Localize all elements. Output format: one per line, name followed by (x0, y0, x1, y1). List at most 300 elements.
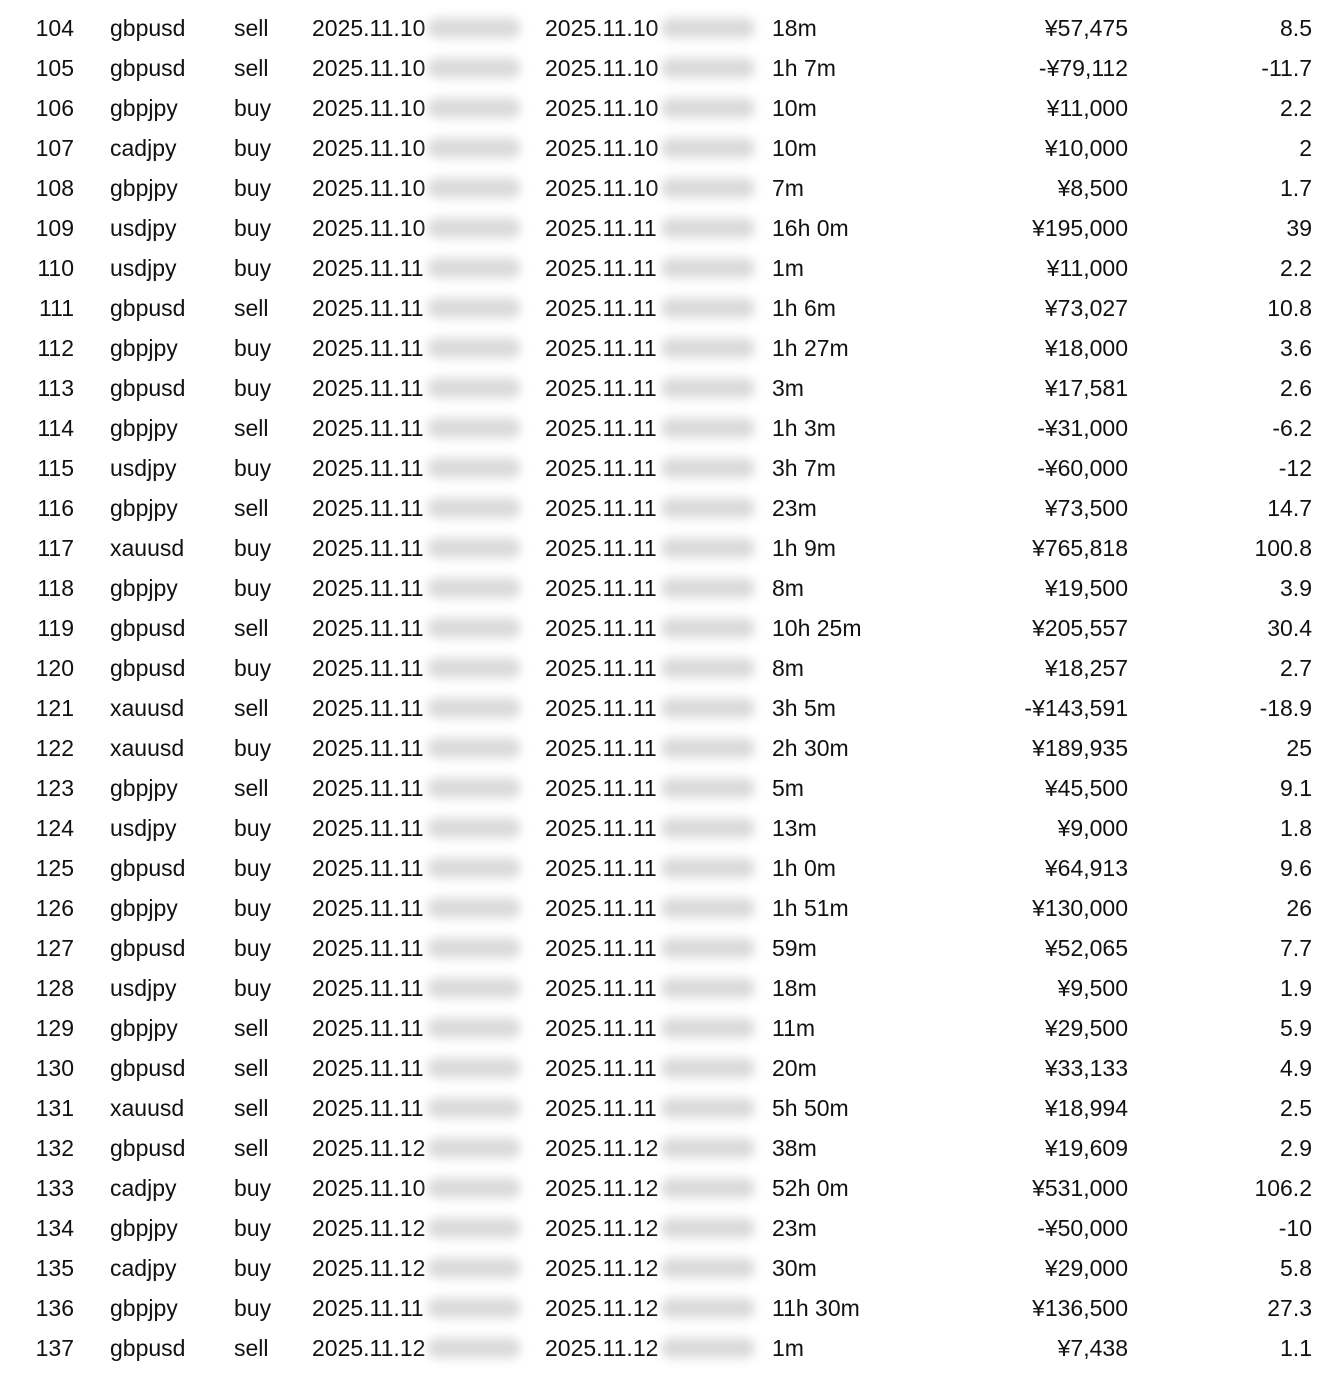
close-date: 2025.11.10 (545, 15, 659, 41)
open-date: 2025.11.10 (312, 15, 426, 41)
table-row (0, 1288, 1322, 1328)
close-date: 2025.11.11 (545, 1015, 657, 1041)
table-row (0, 1208, 1322, 1248)
trade-side: sell (234, 1015, 269, 1041)
redacted-open-time (428, 1218, 520, 1238)
profit-loss: ¥29,500 (1044, 1015, 1128, 1041)
trade-number: 117 (37, 535, 74, 561)
currency-pair: gbpjpy (110, 1295, 178, 1321)
close-date: 2025.11.11 (545, 1055, 657, 1081)
profit-loss: ¥136,500 (1032, 1295, 1128, 1321)
table-row (0, 208, 1322, 248)
currency-pair: gbpjpy (110, 1215, 178, 1241)
close-date: 2025.11.11 (545, 615, 657, 641)
close-date: 2025.11.11 (545, 655, 657, 681)
close-date: 2025.11.11 (545, 295, 657, 321)
trade-number: 128 (35, 975, 74, 1001)
table-row (0, 1048, 1322, 1088)
redacted-close-time (662, 378, 754, 398)
open-date: 2025.11.11 (312, 1095, 424, 1121)
table-row (0, 408, 1322, 448)
trade-side: buy (234, 1175, 272, 1201)
redacted-open-time (428, 978, 520, 998)
trade-duration: 16h 0m (772, 215, 849, 241)
trade-number: 124 (35, 815, 74, 841)
open-date: 2025.11.12 (312, 1335, 426, 1361)
profit-loss: ¥17,581 (1044, 375, 1128, 401)
open-date: 2025.11.11 (312, 495, 424, 521)
trade-number: 107 (35, 135, 74, 161)
trade-side: buy (234, 135, 272, 161)
open-date: 2025.11.11 (312, 895, 424, 921)
table-row (0, 448, 1322, 488)
table-row (0, 928, 1322, 968)
redacted-open-time (428, 418, 520, 438)
currency-pair: cadjpy (110, 1175, 177, 1201)
close-date: 2025.11.11 (545, 375, 657, 401)
trade-duration: 11h 30m (772, 1295, 860, 1321)
trade-number: 105 (35, 55, 74, 81)
pips-value: 3.9 (1280, 575, 1312, 601)
trade-number: 116 (37, 495, 74, 521)
profit-loss: ¥52,065 (1044, 935, 1128, 961)
trade-duration: 23m (772, 1215, 817, 1241)
redacted-open-time (428, 298, 520, 318)
trade-number: 130 (35, 1055, 74, 1081)
trade-duration: 1h 6m (772, 295, 836, 321)
currency-pair: gbpusd (110, 375, 186, 401)
close-date: 2025.11.11 (545, 215, 657, 241)
close-date: 2025.11.11 (545, 935, 657, 961)
pips-value: 27.3 (1267, 1295, 1312, 1321)
trade-number: 136 (35, 1295, 74, 1321)
redacted-open-time (428, 858, 520, 878)
redacted-close-time (662, 58, 754, 78)
profit-loss: ¥19,500 (1044, 575, 1128, 601)
trade-duration: 59m (772, 935, 817, 961)
trade-side: sell (234, 1055, 269, 1081)
table-row (0, 568, 1322, 608)
open-date: 2025.11.10 (312, 95, 426, 121)
open-date: 2025.11.11 (312, 735, 424, 761)
trade-duration: 10m (772, 135, 817, 161)
currency-pair: cadjpy (110, 1255, 177, 1281)
close-date: 2025.11.12 (545, 1175, 659, 1201)
pips-value: 30.4 (1267, 615, 1312, 641)
profit-loss: -¥143,591 (1024, 695, 1128, 721)
profit-loss: ¥73,500 (1044, 495, 1128, 521)
table-row (0, 608, 1322, 648)
trade-side: sell (234, 775, 269, 801)
close-date: 2025.11.11 (545, 335, 657, 361)
trade-number: 121 (35, 695, 74, 721)
table-row (0, 288, 1322, 328)
currency-pair: xauusd (110, 695, 185, 721)
profit-loss: ¥64,913 (1044, 855, 1128, 881)
open-date: 2025.11.11 (312, 615, 424, 641)
open-date: 2025.11.11 (312, 375, 424, 401)
trade-number: 115 (37, 455, 74, 481)
currency-pair: gbpusd (110, 655, 186, 681)
trade-number: 120 (35, 655, 74, 681)
trade-duration: 18m (772, 15, 817, 41)
redacted-open-time (428, 1258, 520, 1278)
trade-number: 123 (35, 775, 74, 801)
profit-loss: ¥29,000 (1044, 1255, 1128, 1281)
trade-side: buy (234, 455, 272, 481)
redacted-open-time (428, 1138, 520, 1158)
trade-duration: 18m (772, 975, 817, 1001)
profit-loss: ¥765,818 (1032, 535, 1128, 561)
open-date: 2025.11.11 (312, 775, 424, 801)
table-row (0, 1328, 1322, 1368)
trade-side: buy (234, 855, 272, 881)
pips-value: 14.7 (1267, 495, 1312, 521)
currency-pair: gbpjpy (110, 95, 178, 121)
open-date: 2025.11.11 (312, 255, 424, 281)
currency-pair: gbpjpy (110, 895, 178, 921)
profit-loss: ¥531,000 (1032, 1175, 1128, 1201)
close-date: 2025.11.11 (545, 1095, 657, 1121)
pips-value: 2.7 (1280, 655, 1312, 681)
open-date: 2025.11.10 (312, 1175, 426, 1201)
profit-loss: ¥130,000 (1032, 895, 1128, 921)
trade-duration: 1m (772, 255, 804, 281)
open-date: 2025.11.11 (312, 975, 424, 1001)
trade-number: 118 (37, 575, 74, 601)
trade-number: 114 (37, 415, 74, 441)
trade-number: 127 (35, 935, 74, 961)
redacted-close-time (662, 98, 754, 118)
trade-number: 133 (35, 1175, 74, 1201)
pips-value: 2.5 (1280, 1095, 1312, 1121)
profit-loss: ¥10,000 (1044, 135, 1128, 161)
trade-duration: 3h 5m (772, 695, 836, 721)
open-date: 2025.11.11 (312, 575, 424, 601)
close-date: 2025.11.11 (545, 895, 657, 921)
trade-number: 113 (37, 375, 74, 401)
redacted-open-time (428, 138, 520, 158)
pips-value: 2.9 (1280, 1135, 1312, 1161)
redacted-close-time (662, 938, 754, 958)
trade-number: 106 (35, 95, 74, 121)
redacted-open-time (428, 658, 520, 678)
redacted-close-time (662, 338, 754, 358)
redacted-close-time (662, 738, 754, 758)
table-row (0, 888, 1322, 928)
close-date: 2025.11.11 (545, 415, 657, 441)
table-row (0, 8, 1322, 48)
profit-loss: ¥205,557 (1032, 615, 1128, 641)
trade-number: 131 (35, 1095, 74, 1121)
currency-pair: gbpusd (110, 1055, 186, 1081)
currency-pair: usdjpy (110, 455, 177, 481)
open-date: 2025.11.11 (312, 855, 424, 881)
profit-loss: ¥11,000 (1046, 255, 1128, 281)
profit-loss: ¥33,133 (1044, 1055, 1128, 1081)
table-row (0, 1088, 1322, 1128)
table-row (0, 1128, 1322, 1168)
redacted-close-time (662, 818, 754, 838)
redacted-close-time (662, 1338, 754, 1358)
trade-side: sell (234, 15, 269, 41)
open-date: 2025.11.11 (312, 655, 424, 681)
pips-value: 5.9 (1280, 1015, 1312, 1041)
trade-side: buy (234, 215, 272, 241)
trade-side: buy (234, 935, 272, 961)
redacted-close-time (662, 218, 754, 238)
redacted-open-time (428, 818, 520, 838)
open-date: 2025.11.11 (312, 695, 424, 721)
trade-duration: 20m (772, 1055, 817, 1081)
trade-side: sell (234, 415, 269, 441)
pips-value: 2.6 (1280, 375, 1312, 401)
trade-side: buy (234, 575, 272, 601)
trade-duration: 7m (772, 175, 804, 201)
trade-side: buy (234, 175, 272, 201)
trade-number: 119 (37, 615, 74, 641)
trade-duration: 3m (772, 375, 804, 401)
open-date: 2025.11.10 (312, 215, 426, 241)
profit-loss: ¥18,994 (1044, 1095, 1128, 1121)
pips-value: -10 (1278, 1215, 1312, 1241)
currency-pair: gbpjpy (110, 415, 178, 441)
open-date: 2025.11.10 (312, 135, 426, 161)
open-date: 2025.11.12 (312, 1215, 426, 1241)
trade-duration: 1h 3m (772, 415, 836, 441)
trade-duration: 1h 7m (772, 55, 836, 81)
redacted-close-time (662, 138, 754, 158)
profit-loss: ¥7,438 (1057, 1335, 1128, 1361)
profit-loss: -¥31,000 (1037, 415, 1128, 441)
trade-side: buy (234, 1215, 272, 1241)
close-date: 2025.11.11 (545, 535, 657, 561)
trade-side: sell (234, 295, 269, 321)
profit-loss: ¥73,027 (1044, 295, 1128, 321)
trade-number: 104 (35, 15, 74, 41)
trade-duration: 1h 27m (772, 335, 849, 361)
pips-value: 1.7 (1280, 175, 1312, 201)
currency-pair: xauusd (110, 735, 185, 761)
currency-pair: usdjpy (110, 215, 177, 241)
trade-side: buy (234, 975, 272, 1001)
open-date: 2025.11.11 (312, 1015, 424, 1041)
trade-side: buy (234, 335, 272, 361)
profit-loss: ¥8,500 (1057, 175, 1128, 201)
open-date: 2025.11.12 (312, 1135, 426, 1161)
currency-pair: xauusd (110, 535, 185, 561)
table-row (0, 488, 1322, 528)
trade-side: buy (234, 655, 272, 681)
redacted-open-time (428, 538, 520, 558)
open-date: 2025.11.11 (312, 1055, 424, 1081)
redacted-close-time (662, 698, 754, 718)
trade-duration: 2h 30m (772, 735, 849, 761)
table-row (0, 808, 1322, 848)
open-date: 2025.11.11 (312, 415, 424, 441)
table-row (0, 168, 1322, 208)
pips-value: 1.1 (1280, 1335, 1312, 1361)
trade-duration: 5h 50m (772, 1095, 849, 1121)
open-date: 2025.11.10 (312, 175, 426, 201)
table-row (0, 968, 1322, 1008)
redacted-open-time (428, 1058, 520, 1078)
close-date: 2025.11.10 (545, 55, 659, 81)
trade-duration: 5m (772, 775, 804, 801)
pips-value: 106.2 (1254, 1175, 1312, 1201)
trade-duration: 13m (772, 815, 817, 841)
close-date: 2025.11.11 (545, 735, 657, 761)
redacted-close-time (662, 458, 754, 478)
redacted-open-time (428, 698, 520, 718)
table-row (0, 648, 1322, 688)
open-date: 2025.11.11 (312, 935, 424, 961)
table-row (0, 768, 1322, 808)
trade-number: 112 (37, 335, 74, 361)
redacted-close-time (662, 778, 754, 798)
profit-loss: ¥45,500 (1044, 775, 1128, 801)
trade-side: sell (234, 615, 269, 641)
trade-side: buy (234, 375, 272, 401)
trade-side: sell (234, 1135, 269, 1161)
currency-pair: gbpusd (110, 295, 186, 321)
trade-history-table (0, 8, 1322, 1368)
profit-loss: ¥9,500 (1057, 975, 1128, 1001)
open-date: 2025.11.12 (312, 1255, 426, 1281)
pips-value: 25 (1286, 735, 1312, 761)
redacted-open-time (428, 738, 520, 758)
pips-value: 9.1 (1280, 775, 1312, 801)
pips-value: 8.5 (1280, 15, 1312, 41)
close-date: 2025.11.11 (545, 855, 657, 881)
redacted-open-time (428, 1098, 520, 1118)
profit-loss: ¥18,257 (1044, 655, 1128, 681)
currency-pair: gbpusd (110, 935, 186, 961)
table-row (0, 1168, 1322, 1208)
trade-duration: 1m (772, 1335, 804, 1361)
redacted-close-time (662, 978, 754, 998)
currency-pair: gbpjpy (110, 335, 178, 361)
trade-side: sell (234, 1095, 269, 1121)
trade-number: 125 (35, 855, 74, 881)
redacted-close-time (662, 18, 754, 38)
redacted-close-time (662, 1098, 754, 1118)
trade-side: buy (234, 815, 272, 841)
redacted-close-time (662, 898, 754, 918)
close-date: 2025.11.10 (545, 95, 659, 121)
currency-pair: gbpjpy (110, 175, 178, 201)
redacted-close-time (662, 578, 754, 598)
profit-loss: ¥11,000 (1046, 95, 1128, 121)
pips-value: -18.9 (1259, 695, 1312, 721)
currency-pair: gbpjpy (110, 495, 178, 521)
table-row (0, 1248, 1322, 1288)
trade-side: buy (234, 735, 272, 761)
profit-loss: ¥19,609 (1044, 1135, 1128, 1161)
currency-pair: gbpusd (110, 615, 186, 641)
trade-number: 110 (37, 255, 74, 281)
profit-loss: ¥18,000 (1044, 335, 1128, 361)
redacted-open-time (428, 1298, 520, 1318)
table-row (0, 88, 1322, 128)
trade-number: 111 (39, 295, 74, 321)
close-date: 2025.11.11 (545, 695, 657, 721)
currency-pair: gbpjpy (110, 775, 178, 801)
table-row (0, 328, 1322, 368)
table-row (0, 728, 1322, 768)
pips-value: 9.6 (1280, 855, 1312, 881)
trade-duration: 10h 25m (772, 615, 862, 641)
redacted-close-time (662, 538, 754, 558)
redacted-close-time (662, 1258, 754, 1278)
redacted-open-time (428, 458, 520, 478)
trade-number: 109 (35, 215, 74, 241)
pips-value: 10.8 (1267, 295, 1312, 321)
redacted-close-time (662, 298, 754, 318)
redacted-close-time (662, 858, 754, 878)
redacted-open-time (428, 258, 520, 278)
close-date: 2025.11.11 (545, 975, 657, 1001)
trade-side: buy (234, 95, 272, 121)
pips-value: 3.6 (1280, 335, 1312, 361)
close-date: 2025.11.11 (545, 495, 657, 521)
table-row (0, 688, 1322, 728)
trade-number: 126 (35, 895, 74, 921)
pips-value: 2.2 (1280, 95, 1312, 121)
trade-duration: 1h 9m (772, 535, 836, 561)
currency-pair: cadjpy (110, 135, 177, 161)
trade-duration: 38m (772, 1135, 817, 1161)
redacted-open-time (428, 1178, 520, 1198)
table-row (0, 128, 1322, 168)
profit-loss: -¥50,000 (1037, 1215, 1128, 1241)
currency-pair: gbpusd (110, 1135, 186, 1161)
redacted-open-time (428, 1338, 520, 1358)
trade-side: sell (234, 55, 269, 81)
open-date: 2025.11.11 (312, 295, 424, 321)
currency-pair: gbpjpy (110, 1015, 178, 1041)
close-date: 2025.11.11 (545, 455, 657, 481)
redacted-open-time (428, 218, 520, 238)
trade-number: 137 (35, 1335, 74, 1361)
close-date: 2025.11.11 (545, 575, 657, 601)
trade-side: sell (234, 1335, 269, 1361)
trade-side: buy (234, 255, 272, 281)
close-date: 2025.11.11 (545, 775, 657, 801)
redacted-open-time (428, 378, 520, 398)
redacted-close-time (662, 658, 754, 678)
trade-duration: 8m (772, 575, 804, 601)
redacted-close-time (662, 498, 754, 518)
trade-side: sell (234, 695, 269, 721)
redacted-open-time (428, 18, 520, 38)
currency-pair: usdjpy (110, 255, 177, 281)
currency-pair: gbpusd (110, 15, 186, 41)
close-date: 2025.11.10 (545, 175, 659, 201)
redacted-open-time (428, 778, 520, 798)
trade-duration: 3h 7m (772, 455, 836, 481)
close-date: 2025.11.12 (545, 1255, 659, 1281)
open-date: 2025.11.11 (312, 335, 424, 361)
profit-loss: ¥195,000 (1032, 215, 1128, 241)
close-date: 2025.11.12 (545, 1135, 659, 1161)
pips-value: 2.2 (1280, 255, 1312, 281)
pips-value: -6.2 (1272, 415, 1312, 441)
trade-duration: 11m (772, 1015, 816, 1041)
close-date: 2025.11.10 (545, 135, 659, 161)
redacted-close-time (662, 178, 754, 198)
trade-duration: 1h 0m (772, 855, 836, 881)
